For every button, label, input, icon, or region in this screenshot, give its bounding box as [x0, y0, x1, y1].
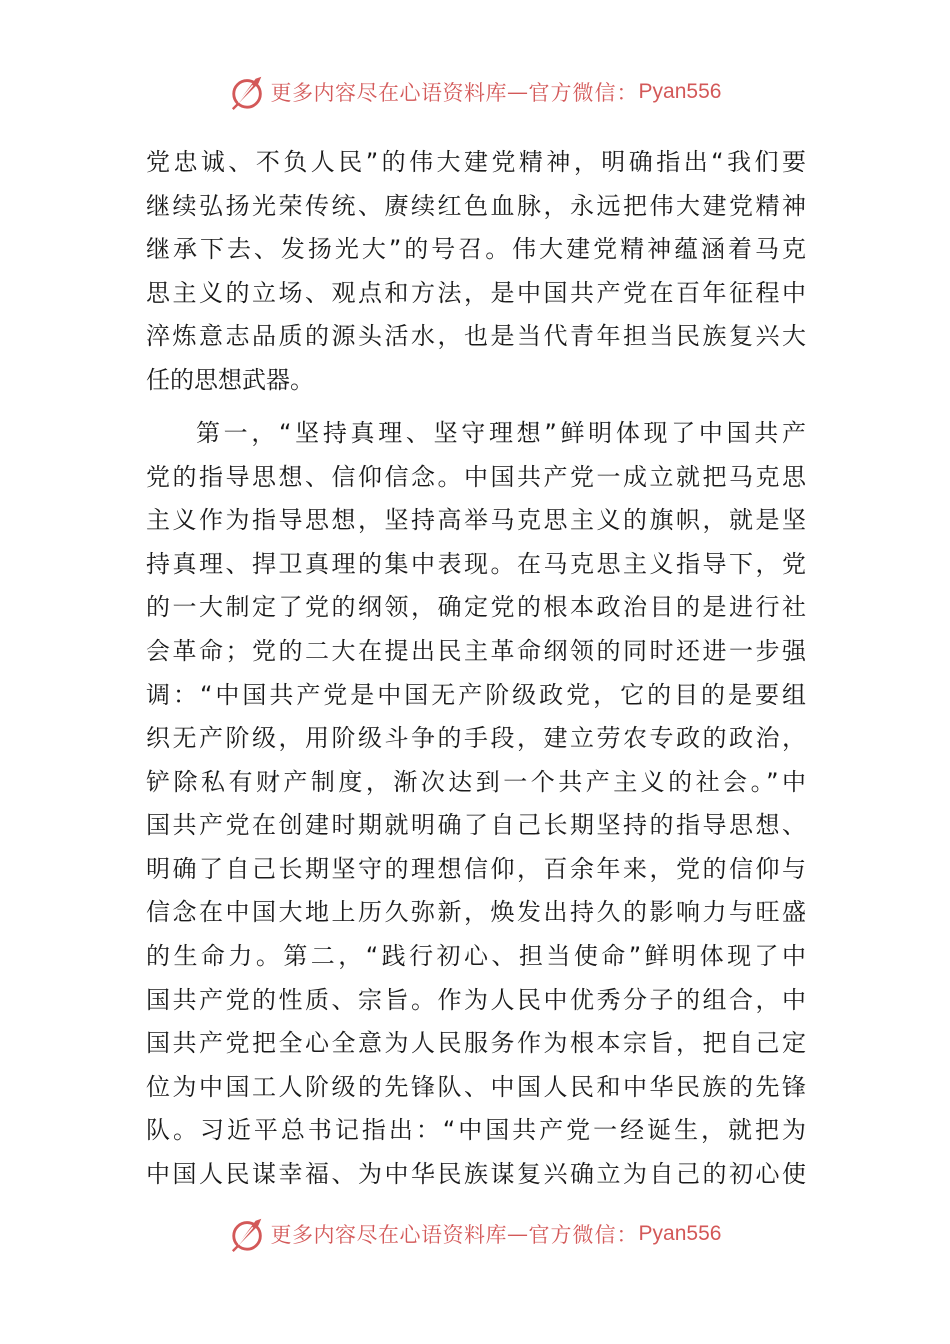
text-line: 位为中国工人阶级的先锋队、中国人民和中华民族的先锋 — [146, 1073, 806, 1101]
text-line: 的一大制定了党的纲领，确定党的根本政治目的是进行社 — [146, 593, 806, 621]
banner-tagline: 更多内容尽在心语资料库 — [270, 81, 508, 105]
banner-wechat-id: Pyan556 — [638, 80, 722, 103]
text-line: 任的思想武器。 — [146, 366, 314, 394]
text-line: 继承下去、发扬光大”的号召。伟大建党精神蕴涵着马克 — [146, 235, 806, 263]
text-line: 主义作为指导思想，坚持高举马克思主义的旗帜，就是坚 — [146, 506, 806, 534]
text-line: 队。习近平总书记指出：“中国共产党一经诞生，就把为 — [146, 1116, 806, 1144]
text-line: 持真理、捍卫真理的集中表现。在马克思主义指导下，党 — [146, 550, 806, 578]
text-line: 明确了自己长期坚守的理想信仰，百余年来，党的信仰与 — [146, 855, 806, 883]
text-line: 国共产党的性质、宗旨。作为人民中优秀分子的组合，中 — [146, 986, 806, 1014]
text-line: 党忠诚、不负人民”的伟大建党精神，明确指出“我们要 — [146, 148, 806, 176]
text-line: 淬炼意志品质的源头活水，也是当代青年担当民族复兴大 — [146, 322, 806, 350]
text-line: 铲除私有财产制度，渐次达到一个共产主义的社会。”中 — [146, 768, 806, 796]
header-banner — [0, 70, 950, 114]
text-line: 中国人民谋幸福、为中华民族谋复兴确立为自己的初心使 — [146, 1160, 806, 1188]
quill-logo-icon — [229, 73, 267, 111]
text-line: 国共产党把全心全意为人民服务作为根本宗旨，把自己定 — [146, 1029, 806, 1057]
text-line: 的生命力。第二，“践行初心、担当使命”鲜明体现了中 — [146, 942, 806, 970]
banner-wechat-label: 官方微信： — [528, 1223, 639, 1247]
banner-dash: — — [507, 80, 529, 104]
text-line: 国共产党在创建时期就明确了自己长期坚持的指导思想、 — [146, 811, 806, 839]
banner-dash: — — [507, 1222, 529, 1246]
banner-wechat-id: Pyan556 — [638, 1222, 722, 1245]
footer-banner — [0, 1212, 950, 1256]
banner-wechat-label: 官方微信： — [528, 81, 639, 105]
text-line: 继续弘扬光荣传统、赓续红色血脉，永远把伟大建党精神 — [146, 192, 806, 220]
text-line: 第一，“坚持真理、坚守理想”鲜明体现了中国共产 — [196, 419, 806, 447]
text-line: 信念在中国大地上历久弥新，焕发出持久的影响力与旺盛 — [146, 898, 806, 926]
text-line: 党的指导思想、信仰信念。中国共产党一成立就把马克思 — [146, 463, 806, 491]
quill-logo-icon — [229, 1215, 267, 1253]
text-line: 调：“中国共产党是中国无产阶级政党，它的目的是要组 — [146, 681, 806, 709]
text-line: 会革命；党的二大在提出民主革命纲领的同时还进一步强 — [146, 637, 806, 665]
text-line: 思主义的立场、观点和方法，是中国共产党在百年征程中 — [146, 279, 806, 307]
text-line: 织无产阶级，用阶级斗争的手段，建立劳农专政的政治， — [146, 724, 806, 752]
banner-tagline: 更多内容尽在心语资料库 — [270, 1223, 508, 1247]
